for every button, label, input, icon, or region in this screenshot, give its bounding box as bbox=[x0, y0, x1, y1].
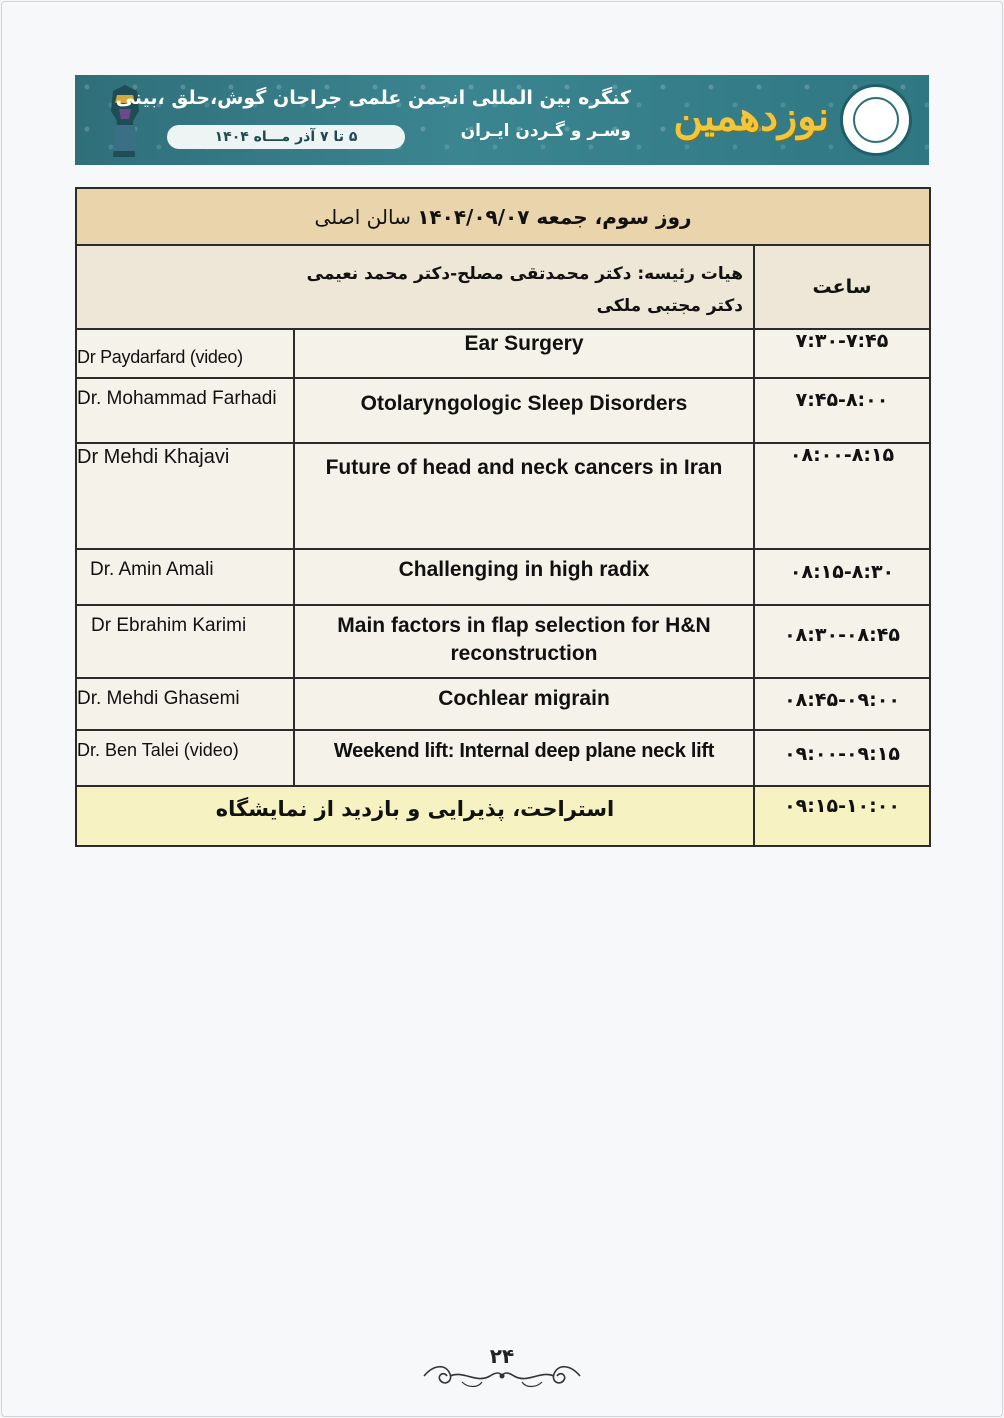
table-row bbox=[76, 329, 930, 378]
topic-cell: Otolaryngologic Sleep Disorders bbox=[294, 378, 754, 443]
topic-cell: Weekend lift: Internal deep plane neck lift bbox=[294, 730, 754, 786]
congress-banner bbox=[75, 75, 929, 165]
table-title-cell bbox=[76, 188, 930, 245]
speaker-cell: Dr. Ben Talei (video) bbox=[76, 730, 294, 786]
time-cell: ۷:۴۵-۸:۰۰ bbox=[754, 378, 930, 443]
chair-label: هیات رئیسه: bbox=[637, 264, 743, 284]
chair-cell bbox=[76, 245, 754, 329]
table-row bbox=[76, 730, 930, 786]
time-cell: ۰۸:۱۵-۸:۳۰ bbox=[754, 549, 930, 605]
speaker-cell: Dr. Amin Amali bbox=[76, 549, 294, 605]
chair-text bbox=[77, 246, 753, 322]
chair-names-line2: دکتر مجتبی ملکی bbox=[596, 296, 743, 316]
chair-names-line1: دکتر محمدتقی مصلح-دکتر محمد نعیمی bbox=[306, 264, 632, 284]
break-row bbox=[76, 786, 930, 846]
time-cell: ۷:۳۰-۷:۴۵ bbox=[754, 329, 930, 378]
time-cell: ۰۸:۴۵-۰۹:۰۰ bbox=[754, 678, 930, 730]
speaker-cell: Dr Paydarfard (video) bbox=[76, 329, 294, 378]
banner-title-line2: وسـر و گـردن ایـران bbox=[460, 121, 631, 141]
table-row bbox=[76, 605, 930, 678]
table-row bbox=[76, 549, 930, 605]
time-cell: ۰۸:۳۰-۰۸:۴۵ bbox=[754, 605, 930, 678]
topic-cell: Ear Surgery bbox=[294, 329, 754, 378]
banner-title-line1: کنگره بین المللی انجمن علمی جراحان گوش،حلق ،بینی bbox=[115, 87, 631, 109]
banner-edition: نوزدهمین bbox=[673, 93, 829, 140]
speaker-cell: Dr Ebrahim Karimi bbox=[76, 605, 294, 678]
ornament-divider-icon bbox=[420, 1362, 584, 1390]
break-cell bbox=[76, 786, 754, 846]
speaker-cell: Dr Mehdi Khajavi bbox=[76, 443, 294, 549]
topic-cell: Main factors in flap selection for H&N reconstruction bbox=[294, 605, 754, 678]
chair-line1 bbox=[87, 258, 743, 290]
time-cell: ۰۹:۰۰-۰۹:۱۵ bbox=[754, 730, 930, 786]
time-cell: ۰۸:۰۰-۸:۱۵ bbox=[754, 443, 930, 549]
hour-header: ساعت bbox=[754, 245, 930, 329]
speaker-cell: Dr. Mohammad Farhadi bbox=[76, 378, 294, 443]
speaker-cell: Dr. Mehdi Ghasemi bbox=[76, 678, 294, 730]
table-row bbox=[76, 678, 930, 730]
table-title-row bbox=[76, 188, 930, 245]
table-row bbox=[76, 443, 930, 549]
topic-cell: Challenging in high radix bbox=[294, 549, 754, 605]
chair-row bbox=[76, 245, 930, 329]
page-number: ۲۴ bbox=[489, 1344, 515, 1368]
society-logo-icon bbox=[840, 84, 912, 156]
break-time-cell: ۰۹:۱۵-۱۰:۰۰ bbox=[754, 786, 930, 846]
break-text: استراحت، پذیرایی و بازدید از نمایشگاه bbox=[215, 797, 615, 821]
table-row bbox=[76, 378, 930, 443]
banner-dates: ۵ تا ۷ آذر مـــاه ۱۴۰۴ bbox=[167, 125, 405, 149]
session-day: روز سوم، جمعه ۱۴۰۴/۰۹/۰۷ bbox=[417, 204, 692, 229]
session-hall: سالن اصلی bbox=[314, 204, 411, 229]
schedule-table bbox=[75, 187, 931, 847]
logo-inner-ring bbox=[853, 97, 899, 143]
topic-cell: Cochlear migrain bbox=[294, 678, 754, 730]
topic-cell: Future of head and neck cancers in Iran bbox=[294, 443, 754, 549]
